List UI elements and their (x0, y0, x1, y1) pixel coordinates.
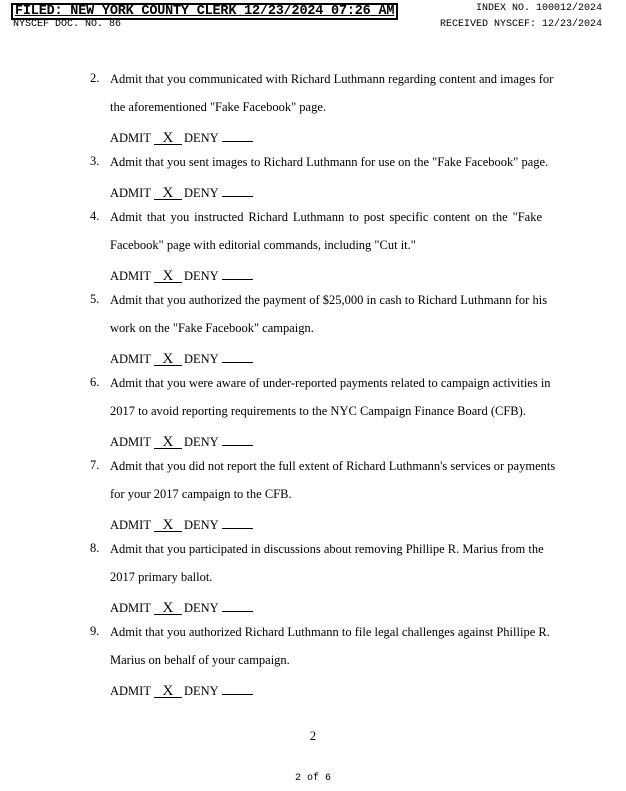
item-number: 8. (90, 541, 100, 555)
item-text-line: Admit that you instructed Richard Luthmann to post specific content on the "Fake (110, 210, 542, 224)
item-text-line: Facebook" page with editorial commands, including "Cut it." (110, 238, 416, 252)
deny-blank (222, 182, 253, 197)
item-number: 4. (90, 209, 100, 223)
deny-blank (222, 265, 253, 280)
item-number: 9. (90, 624, 100, 638)
deny-blank (222, 431, 253, 446)
item-text-line: for your 2017 campaign to the CFB. (110, 487, 292, 501)
deny-blank (222, 348, 253, 363)
item-text-line: Admit that you did not report the full extent of Richard Luthmann's services or payments (110, 459, 556, 473)
item-text-line: Admit that you authorized Richard Luthmann to file legal challenges against Phillipe R. (110, 625, 550, 639)
admit-deny-answer (110, 597, 253, 616)
page-number: 2 (309, 729, 317, 743)
item-text-line: Admit that you sent images to Richard Luthmann for use on the "Fake Facebook" page. (110, 155, 549, 169)
admit-label: ADMIT (110, 601, 151, 615)
admit-label: ADMIT (110, 186, 151, 200)
admit-label: ADMIT (110, 131, 151, 145)
item-number: 6. (90, 375, 100, 389)
admit-deny-answer (110, 265, 253, 284)
deny-blank (222, 680, 253, 695)
admit-label: ADMIT (110, 435, 151, 449)
item-text-line: the aforementioned "Fake Facebook" page. (110, 100, 327, 114)
admit-mark: X (154, 434, 182, 449)
item-text-line: Admit that you communicated with Richard Luthmann regarding content and images for (110, 72, 554, 86)
admit-label: ADMIT (110, 352, 151, 366)
page-footer: 2 of 6 (294, 773, 331, 784)
item-text-line: Admit that you were aware of under-reported payments related to campaign activities in (110, 376, 551, 390)
admit-deny-answer (110, 514, 253, 533)
admit-mark: X (154, 268, 182, 283)
doc-number: NYSCEF DOC. NO. 86 (13, 19, 122, 30)
admit-deny-answer (110, 348, 253, 367)
item-text-line: Admit that you participated in discussions about removing Phillipe R. Marius from the (110, 542, 544, 556)
item-number: 5. (90, 292, 100, 306)
admit-mark: X (154, 130, 182, 145)
deny-label: DENY (183, 186, 219, 200)
admit-deny-answer (110, 182, 253, 201)
index-number: INDEX NO. 100012/2024 (475, 3, 602, 14)
item-number: 7. (90, 458, 100, 472)
deny-blank (222, 597, 253, 612)
admit-label: ADMIT (110, 269, 151, 283)
deny-label: DENY (183, 131, 219, 145)
deny-label: DENY (183, 435, 219, 449)
item-text-line: Admit that you authorized the payment of $25,000 in cash to Richard Luthmann for his (110, 293, 548, 307)
admit-mark: X (154, 517, 182, 532)
admit-deny-answer (110, 680, 253, 699)
admit-mark: X (154, 185, 182, 200)
item-text-line: 2017 primary ballot. (110, 570, 213, 584)
deny-label: DENY (183, 518, 219, 532)
deny-blank (222, 514, 253, 529)
filed-stamp: FILED: NEW YORK COUNTY CLERK 12/23/2024 07:26 AM (11, 3, 398, 20)
admit-deny-answer (110, 431, 253, 450)
admit-mark: X (154, 351, 182, 366)
admit-mark: X (154, 683, 182, 698)
admit-mark: X (154, 600, 182, 615)
item-number: 3. (90, 154, 100, 168)
deny-label: DENY (183, 269, 219, 283)
admit-label: ADMIT (110, 684, 151, 698)
deny-label: DENY (183, 601, 219, 615)
admit-deny-answer (110, 127, 253, 146)
item-text-line: work on the "Fake Facebook" campaign. (110, 321, 314, 335)
item-number: 2. (90, 71, 100, 85)
item-text-line: 2017 to avoid reporting requirements to the NYC Campaign Finance Board (CFB). (110, 404, 526, 418)
deny-label: DENY (183, 352, 219, 366)
deny-blank (222, 127, 253, 142)
deny-label: DENY (183, 684, 219, 698)
admit-label: ADMIT (110, 518, 151, 532)
item-text-line: Marius on behalf of your campaign. (110, 653, 290, 667)
received-date: RECEIVED NYSCEF: 12/23/2024 (439, 19, 602, 30)
